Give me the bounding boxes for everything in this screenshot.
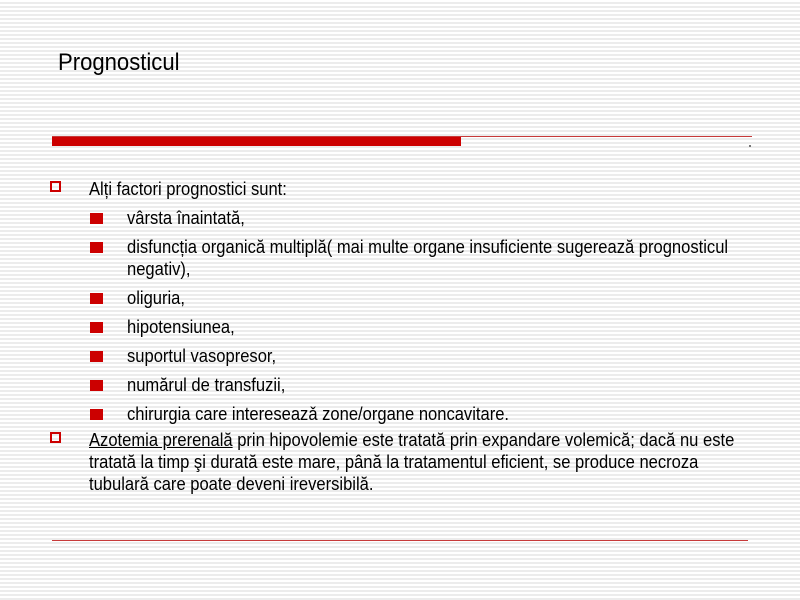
filled-square-bullet-icon <box>90 409 103 420</box>
filled-square-bullet-icon <box>90 213 103 224</box>
factor-text: numărul de transfuzii, <box>127 375 286 395</box>
factor-text: suportul vasopresor, <box>127 346 277 366</box>
azotemia-paragraph <box>89 429 758 495</box>
filled-square-bullet-icon <box>90 242 103 253</box>
factor-text: chirurgia care intereseazǎ zone/organe noncavitare. <box>127 404 510 424</box>
slide-body <box>50 178 762 495</box>
filled-square-bullet-icon <box>90 380 103 391</box>
divider-end-mark <box>749 145 751 147</box>
hollow-square-bullet-icon <box>50 181 61 192</box>
factor-text: oliguria, <box>127 288 186 308</box>
filled-square-bullet-icon <box>90 293 103 304</box>
bullet-intro <box>50 178 762 200</box>
factor-text: hipotensiunea, <box>127 317 235 337</box>
bullet-azotemia <box>50 429 762 495</box>
azotemia-term: Azotemia prerenală <box>89 430 233 450</box>
factor-item <box>50 345 762 367</box>
filled-square-bullet-icon <box>90 322 103 333</box>
factor-item <box>50 403 762 425</box>
slide-title: Prognosticul <box>58 49 180 76</box>
bullet-intro-text: Alți factori prognostici sunt: <box>89 179 287 199</box>
factor-text: disfuncția organică multiplă( mai multe organe insuficiente sugerează prognosticul negativ), <box>127 237 729 279</box>
factor-text: vârsta înaintată, <box>127 208 245 228</box>
factor-item <box>50 316 762 338</box>
footer-divider-line <box>52 540 748 541</box>
title-accent-bar <box>52 137 461 146</box>
factor-item <box>50 374 762 396</box>
hollow-square-bullet-icon <box>50 432 61 443</box>
filled-square-bullet-icon <box>90 351 103 362</box>
factor-item <box>50 207 762 229</box>
factor-item <box>50 236 762 280</box>
factor-item <box>50 287 762 309</box>
azotemia-text: prin hipovolemie este tratată prin expandare volemică; dacă nu este tratată la timp şi durată este mare, până la tratamentul eficient, se produce necroza tubulară care poate deveni ireversibilă. <box>89 430 735 494</box>
